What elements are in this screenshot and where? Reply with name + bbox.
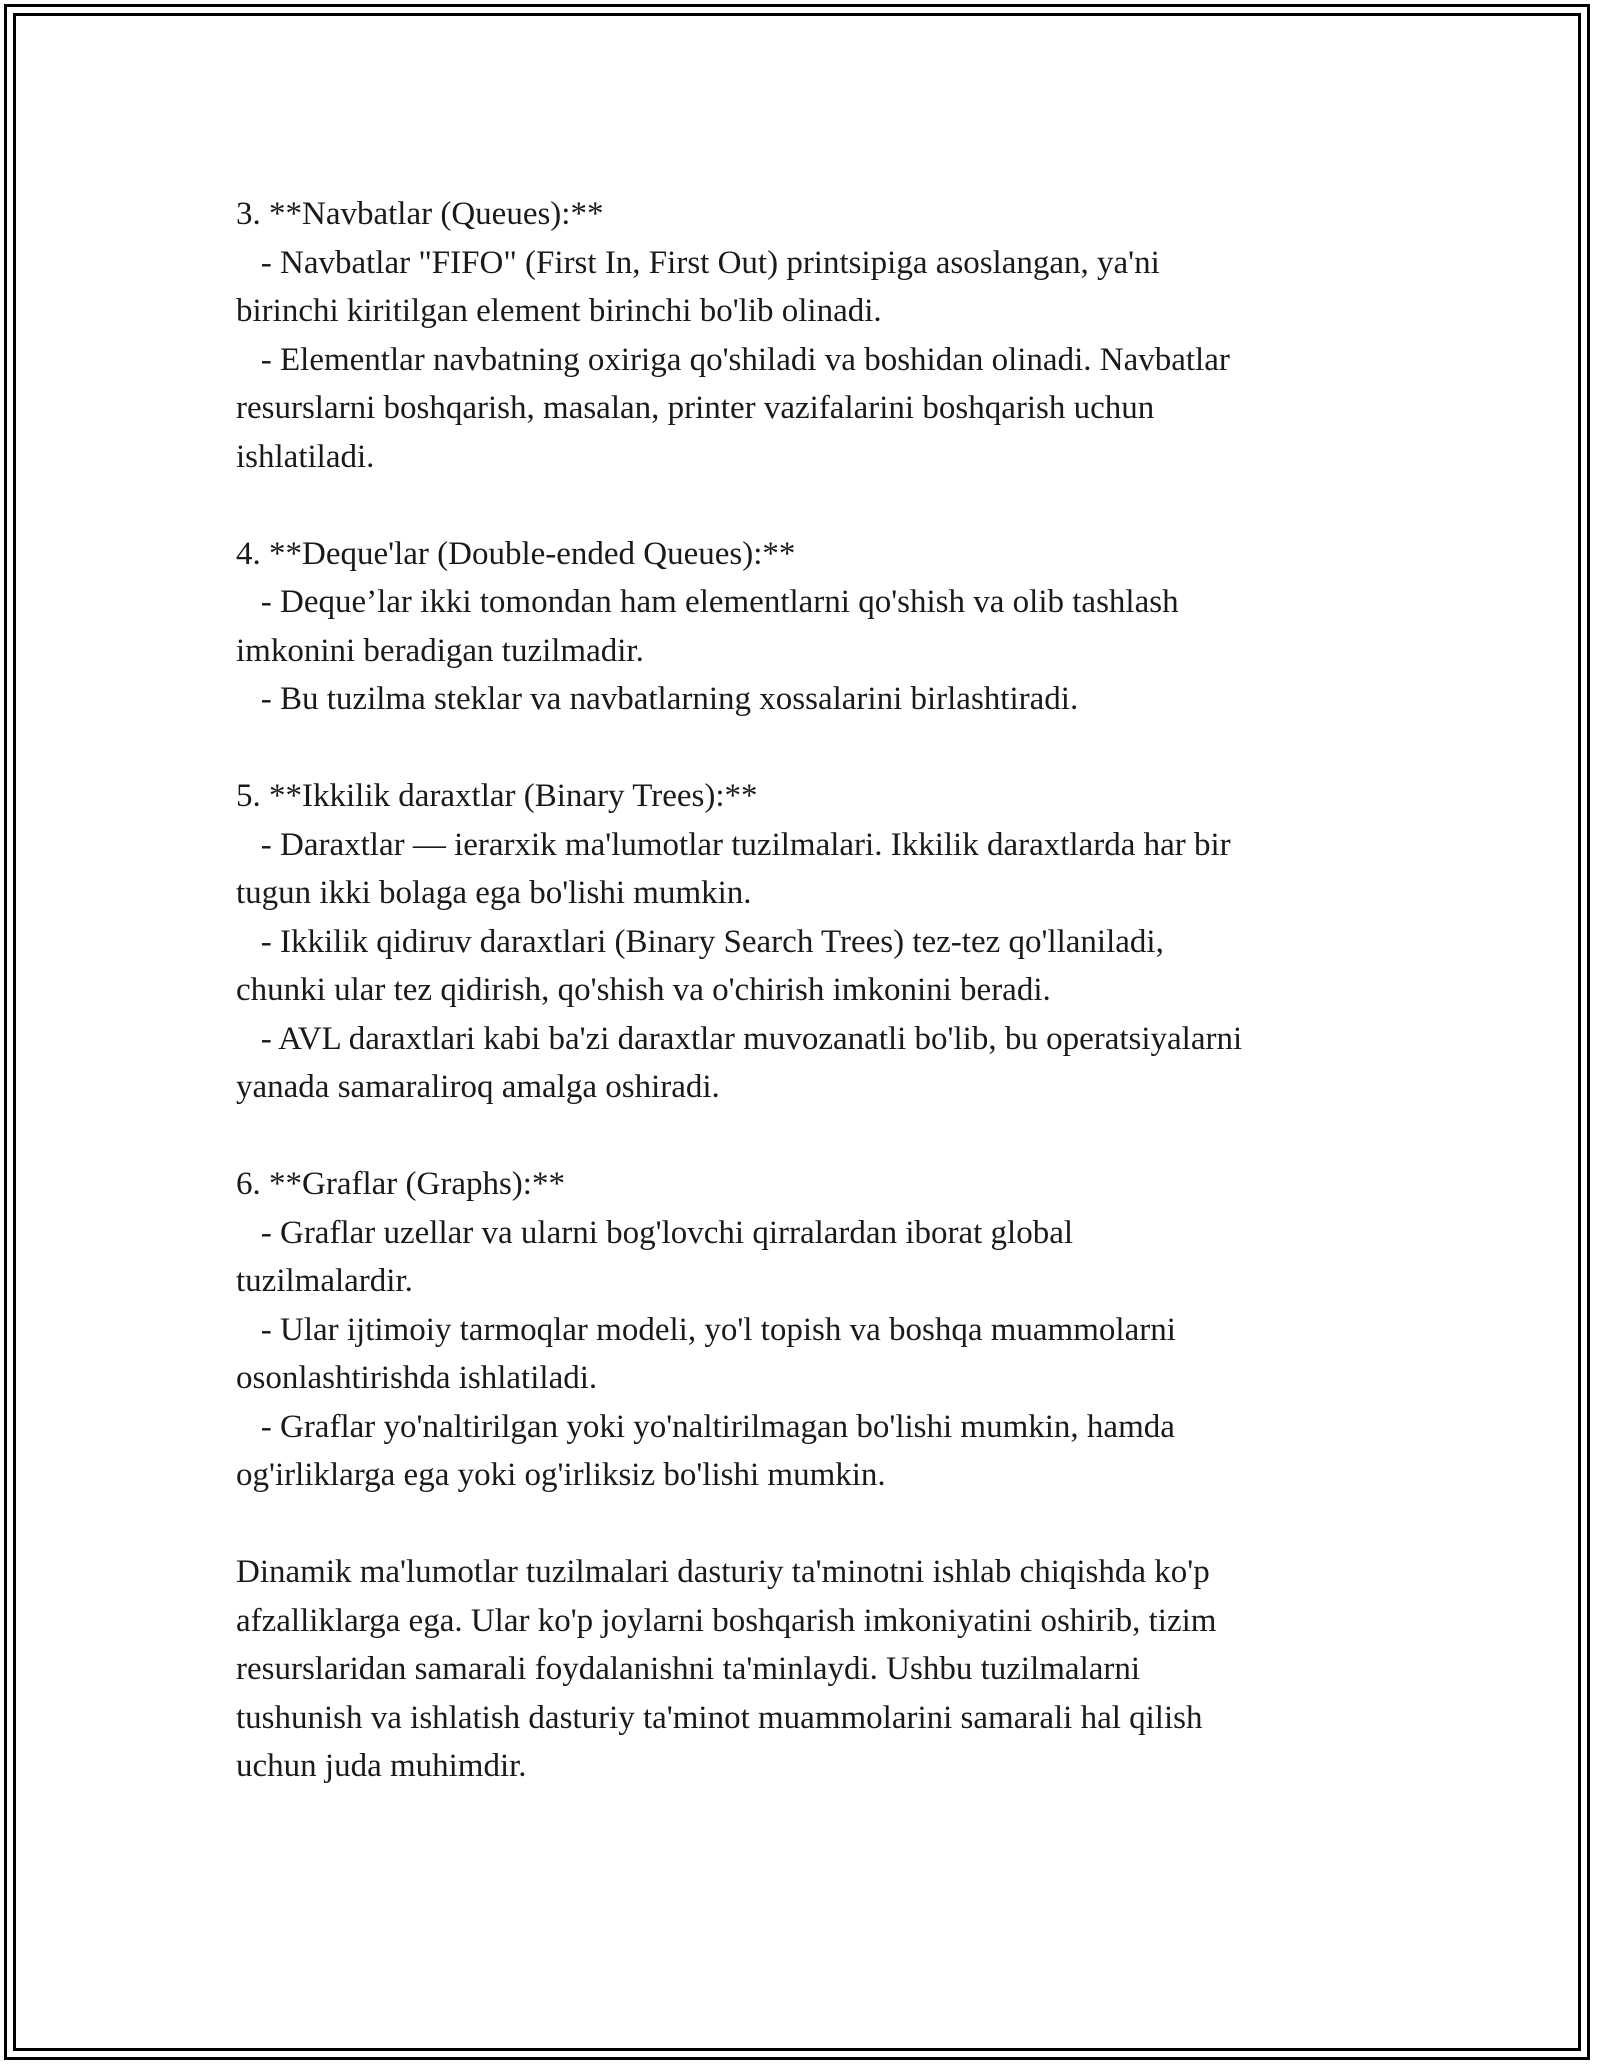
text-line: og'irliklarga ega yoki og'irliksiz bo'lishi mumkin. <box>236 1457 886 1493</box>
text-line: - Ular ijtimoiy tarmoqlar modeli, yo'l topish va boshqa muammolarni <box>236 1311 1176 1348</box>
document-body <box>236 190 1386 1791</box>
text-line: afzalliklarga ega. Ular ko'p joylarni boshqarish imkoniyatini oshirib, tizim <box>236 1602 1217 1639</box>
text-line: - Navbatlar "FIFO" (First In, First Out) printsipiga asoslangan, ya'ni <box>236 244 1160 281</box>
text-line: osonlashtirishda ishlatiladi. <box>236 1360 598 1396</box>
text-line: - Graflar uzellar va ularni bog'lovchi qirralardan iborat global <box>236 1214 1074 1251</box>
text-line: resurslaridan samarali foydalanishni ta'minlaydi. Ushbu tuzilmalarni <box>236 1651 1141 1687</box>
text-line: - Bu tuzilma steklar va navbatlarning xossalarini birlashtiradi. <box>236 681 1079 717</box>
text-line: ishlatiladi. <box>236 438 375 475</box>
section-conclusion <box>236 1548 1386 1791</box>
text-line: birinchi kiritilgan element birinchi bo'lib olinadi. <box>236 293 882 329</box>
text-line: tushunish va ishlatish dasturiy ta'minot muammolarini samarali hal qilish <box>236 1699 1203 1736</box>
paragraph-gap <box>236 1500 1386 1549</box>
text-line: tugun ikki bolaga ega bo'lishi mumkin. <box>236 875 752 911</box>
section-heading: 5. **Ikkilik daraxtlar (Binary Trees):** <box>236 778 758 814</box>
text-line: Dinamik ma'lumotlar tuzilmalari dasturiy ta'minotni ishlab chiqishda ko'p <box>236 1554 1210 1590</box>
section-queues <box>236 190 1386 481</box>
paragraph-gap <box>236 1112 1386 1161</box>
paragraph-gap <box>236 481 1386 530</box>
text-line: resurslarni boshqarish, masalan, printer vazifalarini boshqarish uchun <box>236 390 1155 426</box>
section-heading: 3. **Navbatlar (Queues):** <box>236 196 604 232</box>
text-line: tuzilmalardir. <box>236 1263 413 1299</box>
section-binary-trees <box>236 772 1386 1112</box>
section-heading: 6. **Graflar (Graphs):** <box>236 1166 565 1202</box>
text-line: - AVL daraxtlari kabi ba'zi daraxtlar muvozanatli bo'lib, bu operatsiyalarni <box>236 1020 1243 1057</box>
paragraph-gap <box>236 724 1386 773</box>
text-line: - Elementlar navbatning oxiriga qo'shiladi va boshidan olinadi. Navbatlar <box>236 341 1230 378</box>
text-line: - Ikkilik qidiruv daraxtlari (Binary Search Trees) tez-tez qo'llaniladi, <box>236 923 1164 960</box>
text-line: yanada samaraliroq amalga oshiradi. <box>236 1069 720 1105</box>
text-line: imkonini beradigan tuzilmadir. <box>236 632 644 669</box>
text-line: uchun juda muhimdir. <box>236 1748 527 1784</box>
text-line: - Graflar yo'naltirilgan yoki yo'naltirilmagan bo'lishi mumkin, hamda <box>236 1408 1175 1445</box>
section-heading: 4. **Deque'lar (Double-ended Queues):** <box>236 535 796 572</box>
text-line: chunki ular tez qidirish, qo'shish va o'chirish imkonini beradi. <box>236 972 1051 1008</box>
text-line: - Deque’lar ikki tomondan ham elementlarni qo'shish va olib tashlash <box>236 584 1179 620</box>
section-graphs <box>236 1160 1386 1500</box>
text-line: - Daraxtlar — ierarxik ma'lumotlar tuzilmalari. Ikkilik daraxtlarda har bir <box>236 826 1231 863</box>
section-deques <box>236 530 1386 724</box>
